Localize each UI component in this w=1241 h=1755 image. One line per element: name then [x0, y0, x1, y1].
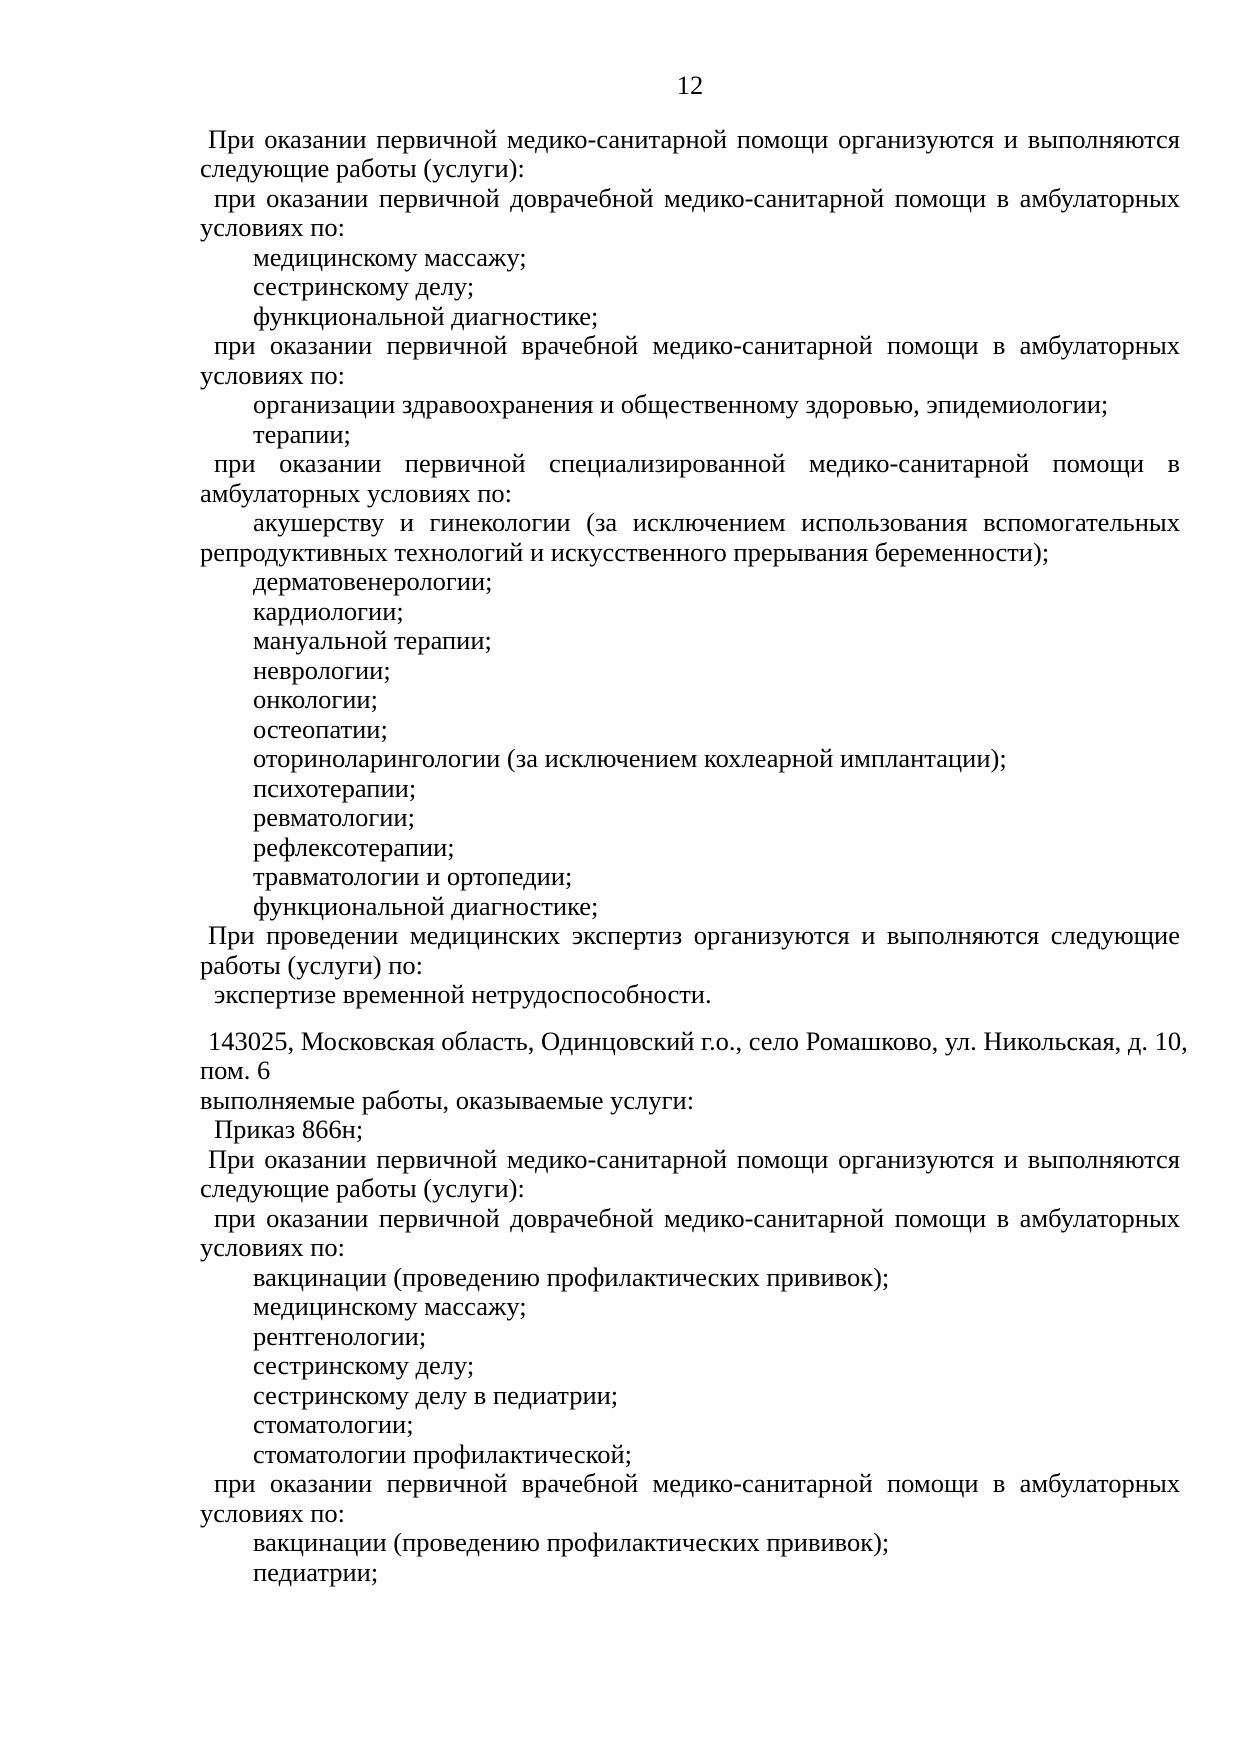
text-line: рентгенологии;: [253, 1320, 427, 1351]
license-works-section-2: [200, 1025, 1188, 1588]
text-line: педиатрии;: [253, 1556, 379, 1587]
text-line: при оказании первичной доврачебной медико-санитарной помощи в амбулаторных: [214, 1202, 1180, 1233]
page-number: 12: [676, 70, 704, 100]
text-line: психотерапии;: [253, 772, 417, 803]
text-line: кардиологии;: [253, 595, 404, 626]
text-line: следующие работы (услуги):: [200, 153, 525, 183]
text-line: сестринскому делу в педиатрии;: [253, 1379, 619, 1410]
text-line: стоматологии профилактической;: [253, 1438, 633, 1469]
text-line: терапии;: [253, 418, 351, 449]
license-works-section-1: [200, 125, 1180, 1010]
text-line: акушерству и гинекологии (за исключением использования вспомогательных: [253, 507, 1180, 537]
text-line: условиях по:: [200, 359, 346, 390]
text-line: Приказ 866н;: [214, 1114, 364, 1144]
text-line: сестринскому делу;: [253, 1350, 475, 1380]
text-line: травматологии и ортопедии;: [253, 861, 573, 891]
text-line: пом. 6: [200, 1055, 271, 1085]
text-line: функциональной диагностике;: [253, 300, 599, 331]
text-line: условиях по:: [200, 212, 346, 242]
text-line: онкологии;: [253, 684, 378, 714]
text-line: При оказании первичной медико-санитарной помощи организуются и выполняются: [208, 1143, 1180, 1174]
text-line: вакцинации (проведению профилактических прививок);: [253, 1527, 890, 1557]
text-line: мануальной терапии;: [253, 625, 492, 655]
text-line: При оказании первичной медико-санитарной помощи организуются и выполняются: [208, 123, 1180, 154]
text-line: следующие работы (услуги):: [200, 1173, 525, 1203]
text-line: сестринскому делу;: [253, 271, 475, 301]
text-line: условиях по:: [200, 1497, 346, 1528]
text-line: оториноларингологии (за исключением кохлеарной имплантации);: [253, 743, 1007, 773]
text-line: репродуктивных технологий и искусственного прерывания беременности);: [200, 536, 1050, 567]
text-line: условиях по:: [200, 1232, 346, 1262]
text-line: амбулаторных условиях по:: [200, 477, 513, 508]
text-line: медицинскому массажу;: [253, 241, 527, 272]
text-line: остеопатии;: [253, 713, 388, 744]
text-line: работы (услуги) по:: [200, 949, 424, 980]
text-line: При проведении медицинских экспертиз организуются и выполняются следующие: [208, 920, 1180, 950]
text-line: выполняемые работы, оказываемые услуги:: [200, 1084, 695, 1115]
text-line: рефлексотерапии;: [253, 831, 455, 862]
text-line: ревматологии;: [253, 802, 415, 832]
text-line: при оказании первичной специализированной медико-санитарной помощи в: [214, 448, 1180, 478]
text-line: при оказании первичной доврачебной медико-санитарной помощи в амбулаторных: [214, 182, 1180, 213]
text-line: функциональной диагностике;: [253, 890, 599, 921]
text-line: 143025, Московская область, Одинцовский г.о., село Ромашково, ул. Никольская, д. 10,: [208, 1025, 1188, 1056]
text-line: при оказании первичной врачебной медико-санитарной помощи в амбулаторных: [214, 330, 1180, 360]
text-line: стоматологии;: [253, 1409, 414, 1439]
text-line: при оказании первичной врачебной медико-санитарной помощи в амбулаторных: [214, 1468, 1180, 1498]
text-line: экспертизе временной нетрудоспособности.: [214, 979, 712, 1009]
text-line: организации здравоохранения и общественному здоровью, эпидемиологии;: [253, 389, 1109, 419]
text-line: медицинскому массажу;: [253, 1291, 527, 1321]
text-line: вакцинации (проведению профилактических прививок);: [253, 1261, 890, 1292]
text-line: неврологии;: [253, 654, 391, 685]
text-line: дерматовенерологии;: [253, 566, 493, 596]
